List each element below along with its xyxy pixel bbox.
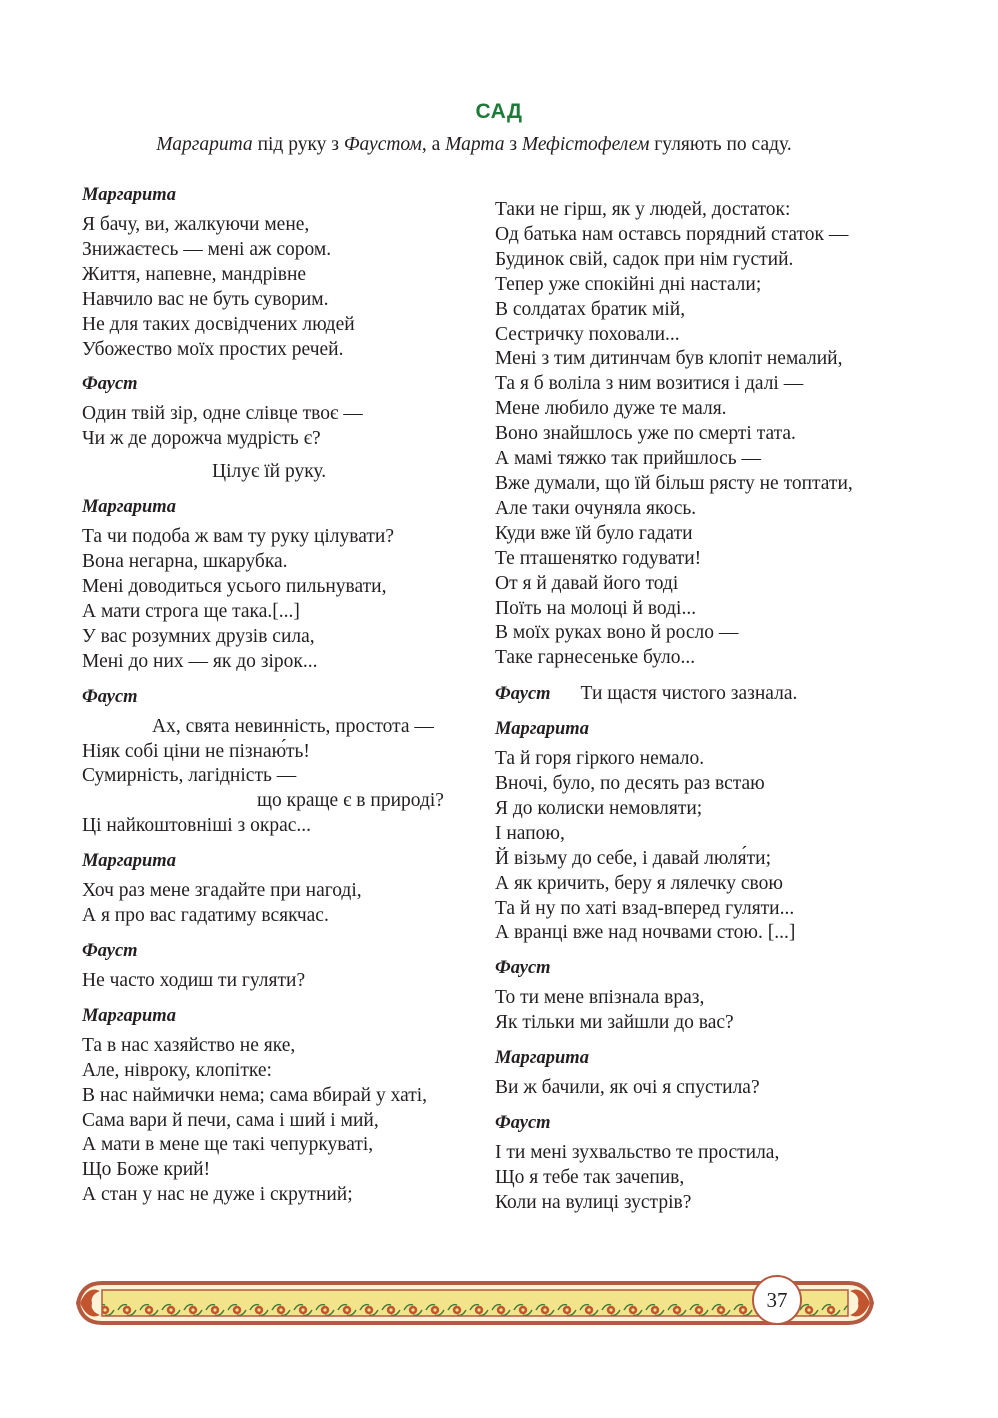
verse-line: А мати строга ще така.[...] (82, 600, 300, 622)
verse-line: Та чи подоба ж вам ту руку цілувати? (82, 526, 394, 548)
verse-line: Ви ж бачили, як очі я спустила? (495, 1077, 760, 1099)
verse-line: Мені до них — як до зірок... (82, 650, 318, 672)
verse-line: Не для таких досвідчених людей (82, 313, 355, 335)
dialogue-block (495, 718, 915, 946)
dialogue-block (495, 1112, 915, 1216)
verse-line: Убожество моїх простих речей. (82, 338, 344, 360)
verse-line: Будинок свій, садок при нім густий. (495, 248, 794, 270)
verse-line: А як кричить, беру я лялечку свою (495, 872, 783, 894)
verse-line: Я бачу, ви, жалкуючи мене, (82, 214, 310, 235)
dialogue-block (82, 850, 477, 929)
verse-line: Що я тебе так зачепив, (495, 1167, 685, 1188)
verse-line: Поїть на молоці й воді... (495, 597, 697, 619)
verse-line: То ти мене впізнала враз, (495, 987, 705, 1009)
verse-line: Вона негарна, шкарубка. (82, 551, 288, 573)
dialogue-block (82, 373, 477, 485)
verse-line: Сестричку поховали... (495, 323, 680, 345)
verse-line: Життя, напевне, мандрівне (82, 263, 307, 285)
verse-line: Хоч раз мене згадайте при нагоді, (82, 880, 362, 902)
verse-line: Куди вже їй було гадати (495, 522, 693, 544)
page-number: 37 (752, 1275, 802, 1325)
verse-line: В нас наймички нема; сама вбирай у хаті, (82, 1084, 428, 1106)
speaker-name: Фауст (495, 958, 551, 979)
stage-direction: Маргарита під руку з Фаустом, а Марта з Мефістофелем гуляють по саду. (156, 134, 792, 155)
verse-line: Але таки очуняла якось. (495, 497, 697, 519)
verse-line: А я про вас гадатиму всякчас. (82, 905, 329, 927)
right-column (495, 198, 915, 1227)
speaker-name: Маргарита (82, 497, 176, 518)
speaker-name: Маргарита (495, 1048, 589, 1069)
speaker-name: Маргарита (82, 185, 176, 205)
verse-line: Ніяк собі ціни не пізнаю́ть! (82, 740, 310, 762)
verse-line: У вас розумних друзів сила, (82, 625, 315, 647)
dialogue-block (495, 682, 915, 707)
speaker-name: Маргарита (495, 719, 589, 740)
verse-line: А мамі тяжко так прийшлось — (495, 448, 761, 470)
verse-line: Я до колиски немовляти; (495, 797, 703, 819)
stage-note: Цілує їй руку. (212, 461, 327, 483)
verse-line: що краще є в природі? (257, 790, 444, 812)
speaker-name: Фауст (82, 940, 138, 961)
verse-line: Сама вари й печи, сама і ший і мий, (82, 1109, 379, 1131)
verse-line: А мати в мене ще такі чепуркуваті, (82, 1134, 374, 1156)
verse-line: Таке гарнесеньке було... (495, 647, 696, 669)
verse-line: Та в нас хазяйство не яке, (82, 1034, 296, 1056)
verse-line: Ах, свята невинність, простота — (152, 715, 434, 737)
verse-line: От я й давай його тоді (495, 572, 679, 594)
dialogue-block (82, 184, 477, 362)
dialogue-block (495, 198, 915, 671)
verse-line: В солдатах братик мій, (495, 298, 686, 320)
verse-line: Мені з тим дитинчам був клопіт немалий, (495, 348, 843, 370)
verse-line: А стан у нас не дуже і скрутний; (82, 1184, 353, 1206)
verse-line: І ти мені зухвальство те простила, (495, 1142, 780, 1164)
verse-line: Що Боже крий! (82, 1159, 211, 1181)
verse-line: Мені доводиться усього пильнувати, (82, 575, 387, 597)
verse-line: В моїх руках воно й росло — (495, 622, 739, 644)
verse-line: Мене любило дуже те маля. (495, 398, 727, 420)
speaker-name: Фауст (495, 684, 551, 705)
speaker-name: Фауст (495, 1113, 551, 1134)
speaker-name: Фауст (82, 374, 138, 395)
verse-line: Чи ж де дорожча мудрість є? (82, 428, 321, 450)
verse-line: Таки не гірш, як у людей, достаток: (495, 199, 791, 220)
verse-line: Од батька нам оставсь порядний статок — (495, 223, 849, 245)
verse-line: Навчило вас не буть суворим. (82, 288, 329, 310)
dialogue-block (82, 496, 477, 674)
dialogue-block (82, 686, 477, 840)
verse-line: Сумирність, лагідність — (82, 765, 297, 787)
verse-line: Й візьму до себе, і давай люля́ти; (495, 847, 771, 869)
verse-line: Та я б воліла з ним возитися і далі — (495, 373, 804, 395)
verse-line: Та й ну по хаті взад-вперед гуляти... (495, 897, 795, 919)
verse-line: Коли на вулиці зустрів? (495, 1191, 692, 1213)
speaker-name: Фауст (82, 686, 138, 707)
left-column (82, 184, 477, 1219)
speaker-name: Маргарита (82, 851, 176, 872)
verse-line: Те пташенятко годувати! (495, 547, 702, 569)
verse-line: Ти щастя чистого зазнала. (580, 683, 798, 705)
speaker-name: Маргарита (82, 1005, 176, 1026)
verse-line: Ці найкоштовніші з окрас... (82, 815, 312, 837)
dialogue-block (82, 1005, 477, 1208)
verse-line: Воно знайшлось уже по смерті тата. (495, 423, 796, 445)
verse-line: Тепер уже спокійні дні настали; (495, 273, 762, 295)
verse-line: І напою, (495, 822, 565, 844)
dialogue-block (495, 957, 915, 1036)
scene-title: САД (475, 100, 523, 123)
verse-line: Але, нівроку, клопітке: (82, 1059, 272, 1081)
dialogue-block (495, 1047, 915, 1101)
dialogue-block (82, 940, 477, 994)
verse-line: Та й горя гіркого немало. (495, 748, 705, 770)
verse-line: Вночі, було, по десять раз встаю (495, 773, 765, 795)
verse-line: Не часто ходиш ти гуляти? (82, 969, 306, 991)
verse-line: А вранці вже над ночвами стою. [...] (495, 922, 796, 944)
verse-line: Вже думали, що їй більш рясту не топтати, (495, 472, 853, 494)
verse-line: Як тільки ми зайшли до вас? (495, 1012, 734, 1034)
verse-line: Один твій зір, одне слівце твоє — (82, 403, 363, 425)
verse-line: Знижаєтесь — мені аж сором. (82, 238, 332, 260)
